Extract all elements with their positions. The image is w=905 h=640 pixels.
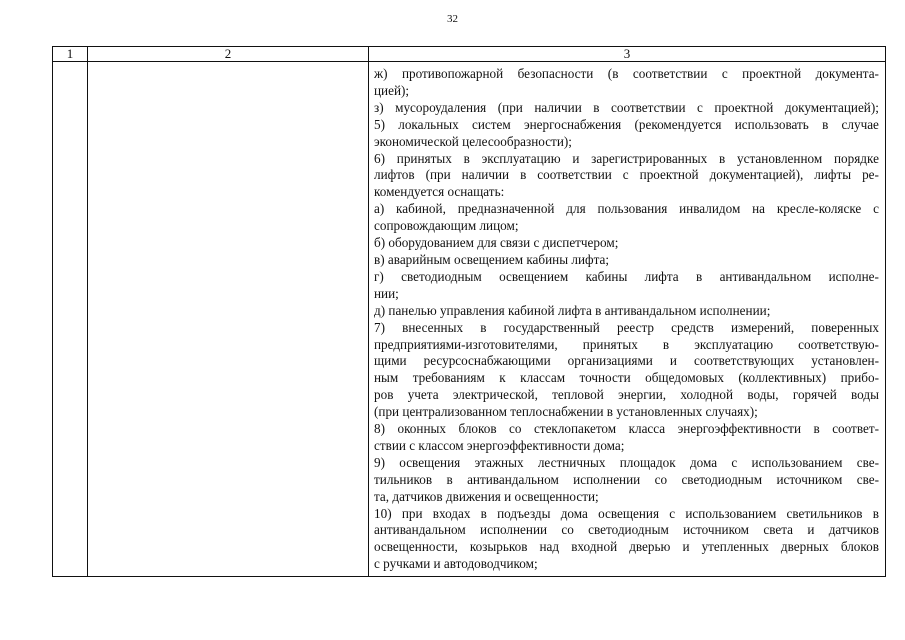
- text-line: а) кабиной, предназначенной для пользования инвалидом на кресле-коляске с: [374, 201, 879, 217]
- requirements-text: [369, 62, 885, 573]
- content-cell-3: [369, 62, 886, 577]
- text-line: антивандальном исполнении со светодиодным источником света и датчиков: [374, 522, 879, 538]
- text-line: ным требованиям к классам точности общедомовых (коллективных) прибо-: [374, 370, 879, 386]
- text-line: тильников в антивандальном исполнении со светодиодным источником све-: [374, 471, 879, 487]
- text-line: (при централизованном теплоснабжении в установленных случаях);: [374, 404, 758, 420]
- content-row: [53, 62, 886, 577]
- text-line: щими ресурсоснабжающими организациями и соответствующих установлен-: [374, 353, 879, 369]
- text-line: предприятиями-изготовителями, принятых в эксплуатацию соответствую-: [374, 336, 879, 352]
- text-line: сопровождающим лицом;: [374, 218, 519, 234]
- text-line: д) панелью управления кабиной лифта в антивандальном исполнении;: [374, 302, 771, 318]
- text-line: ров учета электрической, тепловой энергии, холодной воды, горячей воды: [374, 387, 879, 403]
- text-line: б) оборудованием для связи с диспетчером;: [374, 235, 619, 251]
- text-line: с ручками и автодоводчиком;: [374, 556, 538, 572]
- text-line: экономической целесообразности);: [374, 133, 572, 149]
- text-line: 10) при входах в подъезды дома освещения с использованием светильников в: [374, 505, 879, 521]
- text-line: з) мусороудаления (при наличии в соответствии с проектной документацией);: [374, 99, 879, 115]
- text-line: 5) локальных систем энергоснабжения (рекомендуется использовать в случае: [374, 116, 879, 132]
- text-line: 6) принятых в эксплуатацию и зарегистрированных в установленном порядке: [374, 150, 879, 166]
- text-line: 8) оконных блоков со стеклопакетом класса энергоэффективности в соответ-: [374, 421, 879, 437]
- text-line: освещенности, козырьков над входной дверью и утепленных дверных блоков: [374, 539, 879, 555]
- header-cell-3: 3: [369, 47, 886, 62]
- text-line: ж) противопожарной безопасности (в соответствии с проектной документа-: [374, 66, 879, 81]
- content-cell-1: [53, 62, 88, 577]
- text-line: комендуется оснащать:: [374, 184, 505, 200]
- page-number: 32: [447, 13, 458, 25]
- text-line: в) аварийным освещением кабины лифта;: [374, 251, 610, 267]
- header-row: [53, 47, 886, 62]
- text-line: г) светодиодным освещением кабины лифта в антивандальном исполне-: [374, 268, 879, 284]
- text-line: та, датчиков движения и освещенности;: [374, 488, 599, 504]
- text-line: лифтов (при наличии в соответствии с проектной документацией), лифты ре-: [374, 167, 879, 183]
- text-line: 9) освещения этажных лестничных площадок дома с использованием све-: [374, 454, 879, 470]
- content-cell-2: [88, 62, 369, 577]
- text-line: нии;: [374, 285, 399, 301]
- document-table: [52, 46, 886, 577]
- text-line: ствии с классом энергоэффективности дома;: [374, 437, 625, 453]
- header-cell-2: 2: [88, 47, 369, 62]
- text-line: 7) внесенных в государственный реестр средств измерений, поверенных: [374, 319, 879, 335]
- header-cell-1: 1: [53, 47, 88, 62]
- text-line: цией);: [374, 82, 410, 98]
